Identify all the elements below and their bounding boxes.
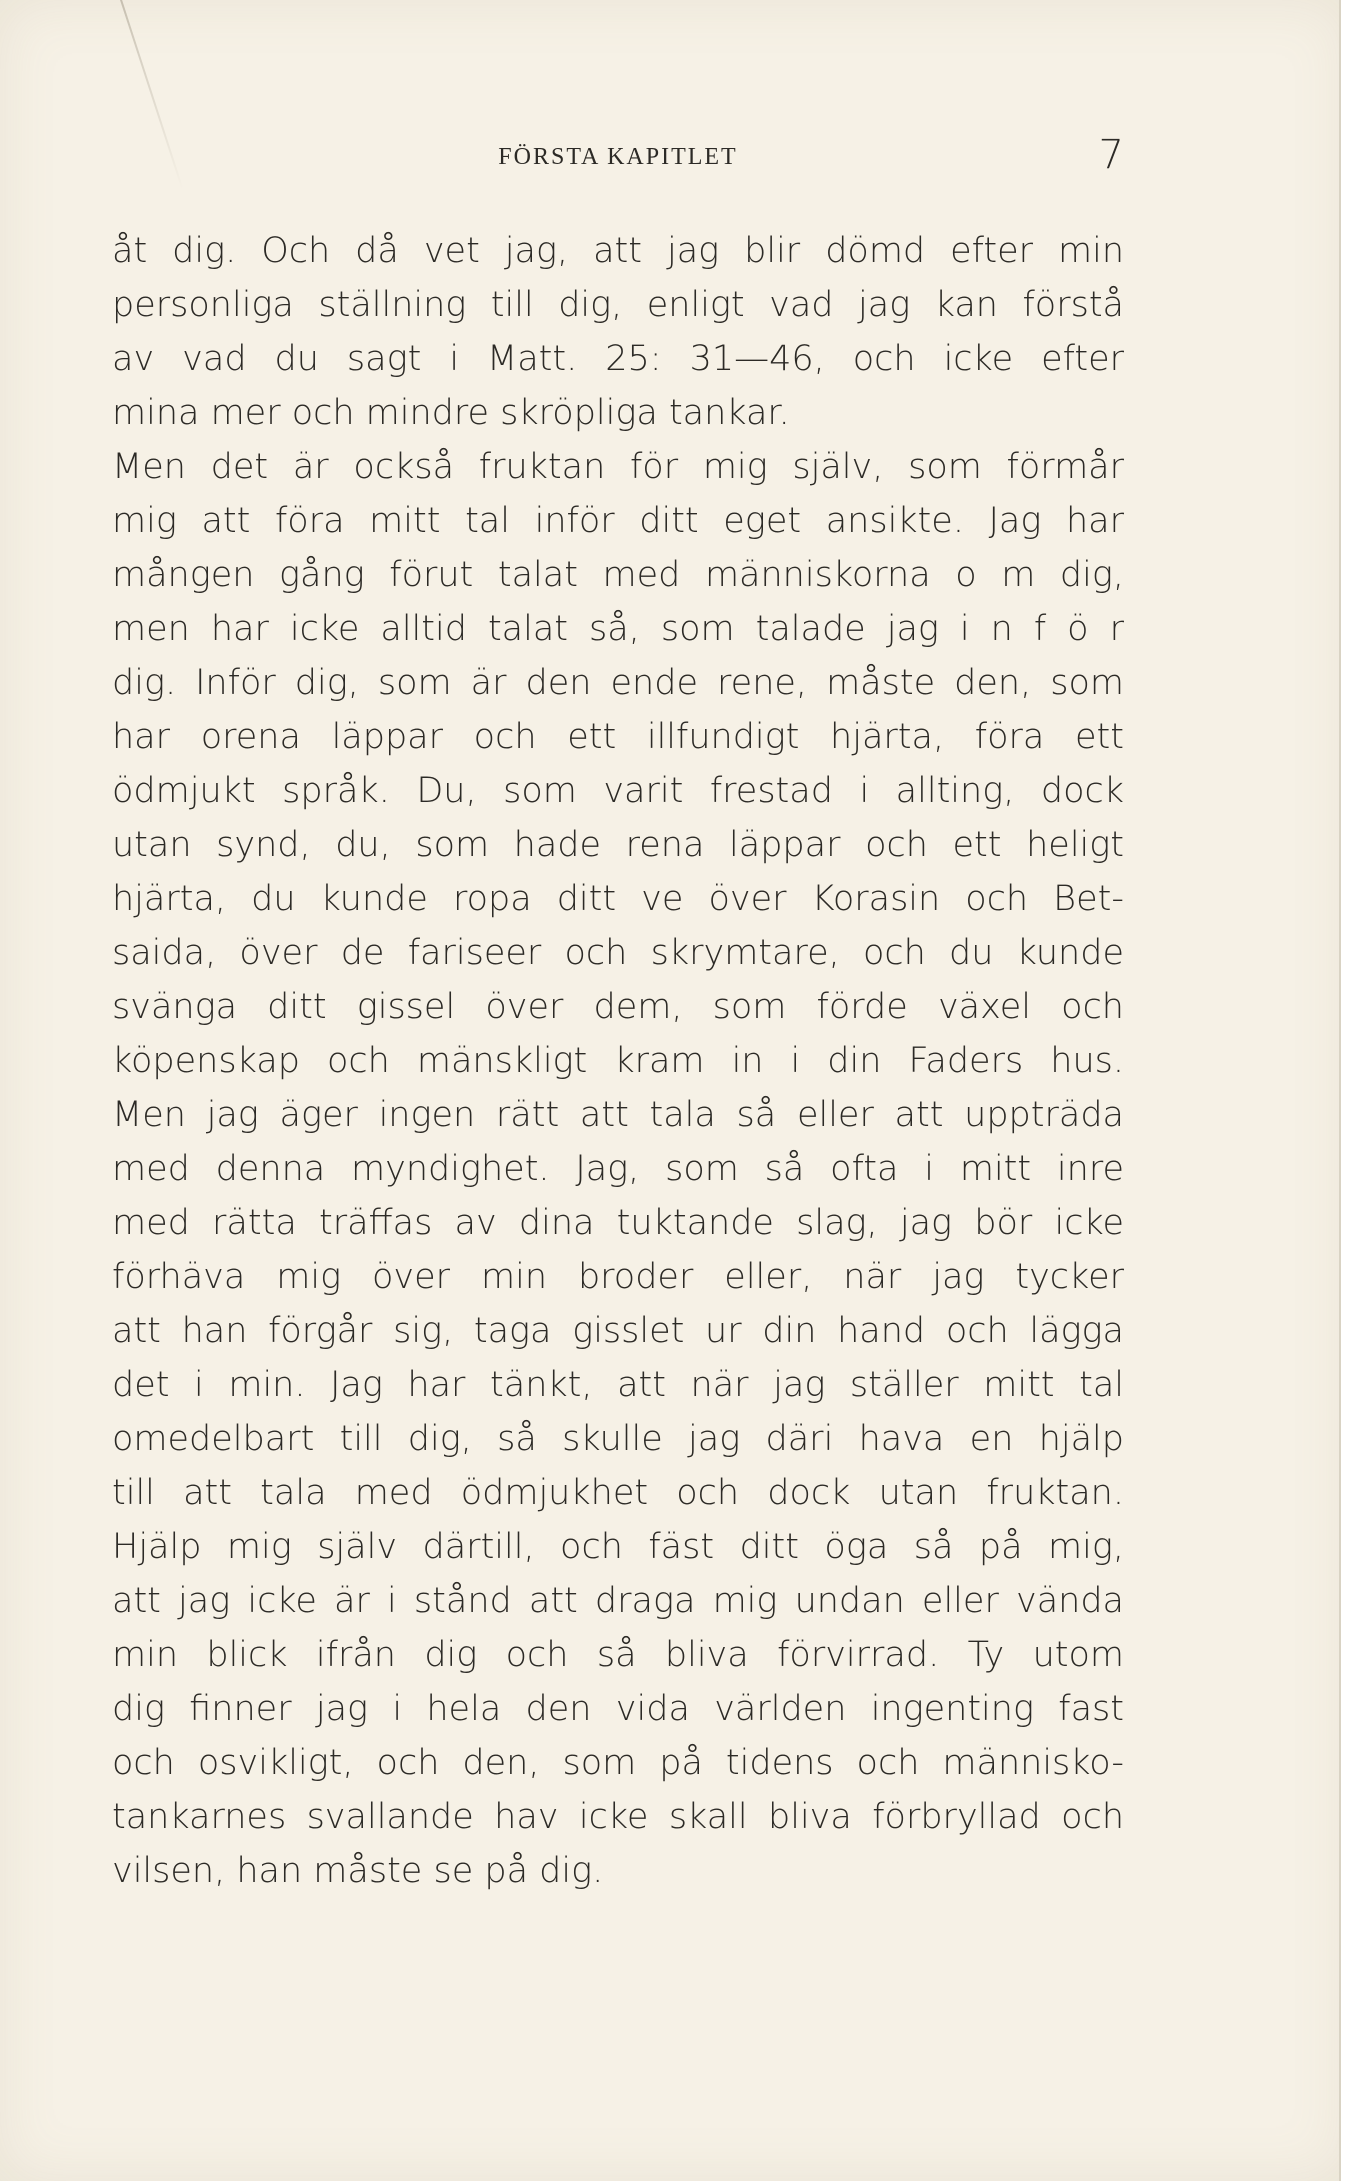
text-line: med rätta träffas av dina tuktande slag, jag bör icke xyxy=(112,1203,1124,1243)
text-line: saida, över de fariseer och skrymtare, och du kunde xyxy=(112,933,1124,973)
text-line: Hjälp mig själv därtill, och fäst ditt öga så på mig, xyxy=(112,1527,1124,1567)
text-line: till att tala med ödmjukhet och dock utan fruktan. xyxy=(112,1473,1124,1513)
text-line: personliga ställning till dig, enligt vad jag kan förstå xyxy=(112,285,1124,325)
text-line: tankarnes svallande hav icke skall bliva förbryllad och xyxy=(112,1797,1124,1837)
text-line: köpenskap och mänskligt kram in i din Faders hus. xyxy=(112,1041,1124,1081)
text-line: Men det är också fruktan för mig själv, som förmår xyxy=(112,447,1124,487)
page-edge xyxy=(1341,0,1348,2181)
text-line: men har icke alltid talat så, som talade jag i n f ö r xyxy=(112,609,1124,649)
text-line: mig att föra mitt tal inför ditt eget ansikte. Jag har xyxy=(112,501,1124,541)
text-line: dig. Inför dig, som är den ende rene, måste den, som xyxy=(112,663,1124,703)
text-line: det i min. Jag har tänkt, att när jag ställer mitt tal xyxy=(112,1365,1124,1405)
text-line: av vad du sagt i Matt. 25: 31—46, och icke efter xyxy=(112,339,1124,379)
text-line: att han förgår sig, taga gisslet ur din hand och lägga xyxy=(112,1311,1124,1351)
text-line: vilsen, han måste se på dig. xyxy=(112,1851,604,1891)
text-line: utan synd, du, som hade rena läppar och ett heligt xyxy=(112,825,1124,865)
text-line: förhäva mig över min broder eller, när jag tycker xyxy=(112,1257,1124,1297)
text-line: mina mer och mindre skröpliga tankar. xyxy=(112,393,790,433)
text-line: min blick ifrån dig och så bliva förvirrad. Ty utom xyxy=(112,1635,1124,1675)
text-line: omedelbart till dig, så skulle jag däri hava en hjälp xyxy=(112,1419,1124,1459)
text-line: mången gång förut talat med människorna o m dig, xyxy=(112,555,1124,595)
text-line: Men jag äger ingen rätt att tala så eller att uppträda xyxy=(112,1095,1124,1135)
page-number: 7 xyxy=(1098,132,1124,178)
text-line: har orena läppar och ett illfundigt hjärta, föra ett xyxy=(112,717,1124,757)
body-text xyxy=(112,224,1124,1898)
page-header xyxy=(112,132,1124,192)
text-line: dig finner jag i hela den vida världen ingenting fast xyxy=(112,1689,1124,1729)
text-line: svänga ditt gissel över dem, som förde växel och xyxy=(112,987,1124,1027)
text-line: med denna myndighet. Jag, som så ofta i mitt inre xyxy=(112,1149,1124,1189)
text-line: och osvikligt, och den, som på tidens och människo- xyxy=(112,1743,1124,1783)
running-head: FÖRSTA KAPITLET xyxy=(498,144,738,170)
text-line: hjärta, du kunde ropa ditt ve över Korasin och Bet- xyxy=(112,879,1124,919)
text-line: ödmjukt språk. Du, som varit frestad i allting, dock xyxy=(112,771,1124,811)
text-line: att jag icke är i stånd att draga mig undan eller vända xyxy=(112,1581,1124,1621)
text-line: åt dig. Och då vet jag, att jag blir dömd efter min xyxy=(112,231,1124,271)
